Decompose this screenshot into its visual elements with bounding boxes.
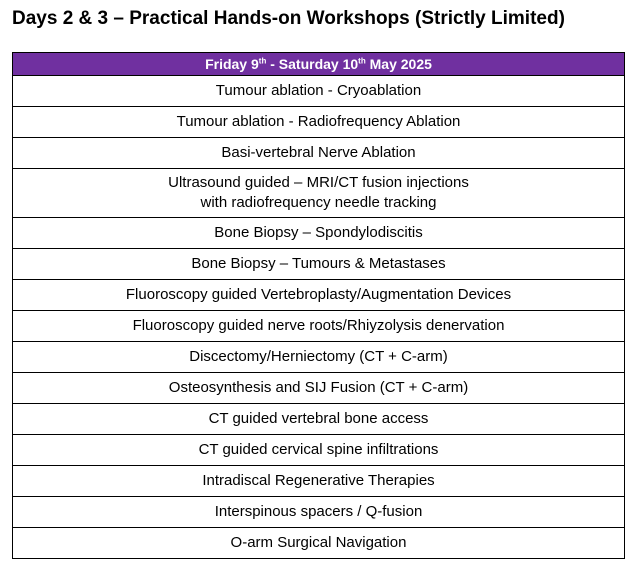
workshop-line-2: with radiofrequency needle tracking (200, 194, 437, 211)
workshop-cell: Fluoroscopy guided nerve roots/Rhiyzolysis denervation (13, 311, 625, 342)
table-row (13, 311, 625, 342)
workshop-cell (13, 169, 625, 218)
table-row (13, 249, 625, 280)
table-row (13, 528, 625, 559)
workshop-cell: CT guided vertebral bone access (13, 404, 625, 435)
workshop-cell: Basi-vertebral Nerve Ablation (13, 138, 625, 169)
date-part-1: Friday 9 (205, 56, 259, 72)
workshop-cell: Bone Biopsy – Tumours & Metastases (13, 249, 625, 280)
date-part-3: May 2025 (365, 56, 432, 72)
date-header (13, 53, 625, 76)
table-row (13, 404, 625, 435)
workshop-cell: Fluoroscopy guided Vertebroplasty/Augmentation Devices (13, 280, 625, 311)
workshop-cell: O-arm Surgical Navigation (13, 528, 625, 559)
workshop-cell: Discectomy/Herniectomy (CT + C-arm) (13, 342, 625, 373)
workshop-cell: Interspinous spacers / Q-fusion (13, 497, 625, 528)
workshop-cell: CT guided cervical spine infiltrations (13, 435, 625, 466)
table-row (13, 138, 625, 169)
date-part-2: - Saturday 10 (266, 56, 359, 72)
table-row (13, 435, 625, 466)
table-row (13, 107, 625, 138)
workshop-line-1: Ultrasound guided – MRI/CT fusion injections (168, 174, 469, 191)
workshop-cell: Tumour ablation - Cryoablation (13, 76, 625, 107)
table-row (13, 497, 625, 528)
workshops-table (12, 52, 625, 559)
date-ordinal-1: th (258, 56, 267, 66)
table-row (13, 280, 625, 311)
table-row (13, 342, 625, 373)
workshop-cell: Bone Biopsy – Spondylodiscitis (13, 218, 625, 249)
table-row (13, 218, 625, 249)
table-row (13, 169, 625, 218)
date-ordinal-2: th (358, 56, 366, 66)
workshop-cell: Intradiscal Regenerative Therapies (13, 466, 625, 497)
workshop-cell: Osteosynthesis and SIJ Fusion (CT + C-arm) (13, 373, 625, 404)
workshop-cell: Tumour ablation - Radiofrequency Ablation (13, 107, 625, 138)
table-row (13, 466, 625, 497)
page-title: Days 2 & 3 – Practical Hands-on Workshops (Strictly Limited) (12, 8, 565, 29)
table-row (13, 373, 625, 404)
table-row (13, 76, 625, 107)
table-header-row (13, 53, 625, 76)
